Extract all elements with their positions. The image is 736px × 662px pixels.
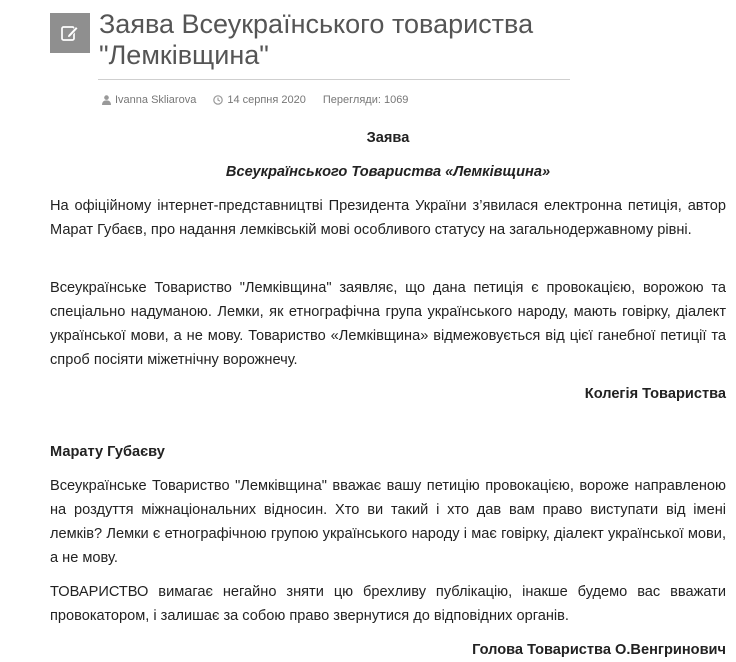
article-content <box>50 126 726 662</box>
letter-paragraph-2: ТОВАРИСТВО вимагає негайно зняти цю брехливу публікацію, інакше будемо вас вважати провокатором, і залишає за собою право звернутися до відповідних органів. <box>50 584 726 624</box>
publish-date: 14 серпня 2020 <box>227 94 306 106</box>
meta-views <box>323 94 409 106</box>
user-icon <box>102 95 111 105</box>
edit-icon <box>60 23 80 43</box>
statement-heading: Заява <box>366 130 410 146</box>
letter-addressee: Марату Губаєву <box>50 444 165 460</box>
page-title: Заява Всеукраїнського товариства "Лемківщина" <box>99 9 534 70</box>
statement-signature: Колегія Товариства <box>584 386 726 402</box>
author-name[interactable]: Ivanna Skliarova <box>115 94 197 106</box>
statement-subheading: Всеукраїнського Товариства «Лемківщина» <box>225 164 551 180</box>
clock-icon <box>213 95 223 105</box>
views-count: Перегляди: 1069 <box>322 94 409 106</box>
title-divider <box>98 79 570 80</box>
article-meta <box>102 92 425 108</box>
statement-paragraph-1: На офіційному інтернет-представництві Президента України з’явилася електронна петиція, автор Марат Губаєв, про надання лемківській мові особливого статусу на загальнодержавному рівні. <box>50 198 726 238</box>
article-header <box>50 9 726 79</box>
meta-author[interactable] <box>102 94 196 106</box>
meta-date <box>213 94 306 106</box>
letter-paragraph-1: Всеукраїнське Товариство "Лемківщина" вважає вашу петицію провокацією, вороже направленою на роздуття міжнаціональних відносин. Хто ви такий і хто дав вам право виступати від імені лемків? Лемки є етнографічною групою українського народу і має говірку, діалект української мови, а не мову. <box>50 478 726 566</box>
edit-badge <box>50 13 90 53</box>
statement-paragraph-2: Всеукраїнське Товариство "Лемківщина" заявляє, що дана петиція є провокацією, ворожою та спеціально надуманою. Лемки, як етнографічна група українського народу, мають говірку, діалект української мови, а не мову. Товариство «Лемківщина» відмежовується від цієї ганебної петиції та спроб посіяти міжетнічну ворожнечу. <box>50 280 726 368</box>
letter-signature: Голова Товариства О.Венгринович <box>472 642 726 658</box>
